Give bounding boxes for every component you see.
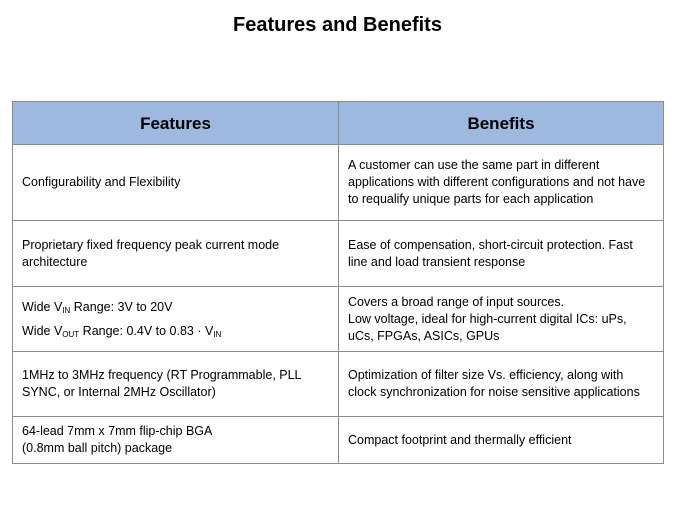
features-benefits-table	[12, 101, 664, 464]
subscript: IN	[62, 305, 71, 315]
benefit-cell: Optimization of filter size Vs. efficiency, along with clock synchronization for noise sensitive applications	[339, 352, 664, 417]
feature-cell	[13, 417, 339, 464]
table-row	[13, 287, 664, 352]
text-span: Wide V	[22, 299, 63, 314]
text-span: Wide V	[22, 323, 63, 338]
table-row	[13, 221, 664, 287]
benefit-cell: Compact footprint and thermally efficient	[339, 417, 664, 464]
table-header-row	[13, 102, 664, 145]
features-column-header: Features	[13, 102, 339, 145]
benefit-cell	[339, 287, 664, 352]
feature-cell: Proprietary fixed frequency peak current mode architecture	[13, 221, 339, 287]
benefit-line: Low voltage, ideal for high-current digital ICs: uPs, uCs, FPGAs, ASICs, GPUs	[348, 311, 627, 343]
subscript: OUT	[62, 329, 80, 339]
table-row	[13, 352, 664, 417]
benefit-cell: Ease of compensation, short-circuit protection. Fast line and load transient response	[339, 221, 664, 287]
table-row	[13, 417, 664, 464]
text-span: Range: 3V to 20V	[70, 299, 173, 314]
benefit-cell: A customer can use the same part in different applications with different configurations and not have to requalify unique parts for each application	[339, 145, 664, 221]
feature-line: 64-lead 7mm x 7mm flip-chip BGA	[22, 424, 213, 438]
text-span: Range: 0.4V to 0.83 · V	[79, 323, 214, 338]
page-title: Features and Benefits	[233, 14, 442, 36]
vin-range-line	[22, 299, 329, 316]
feature-cell	[13, 287, 339, 352]
subscript: IN	[213, 329, 222, 339]
feature-cell: Configurability and Flexibility	[13, 145, 339, 221]
vout-range-line	[22, 323, 329, 340]
benefit-line: Covers a broad range of input sources.	[348, 294, 565, 309]
table-row	[13, 145, 664, 221]
benefits-column-header: Benefits	[339, 102, 664, 145]
feature-cell: 1MHz to 3MHz frequency (RT Programmable, PLL SYNC, or Internal 2MHz Oscillator)	[13, 352, 339, 417]
feature-line: (0.8mm ball pitch) package	[22, 441, 173, 455]
